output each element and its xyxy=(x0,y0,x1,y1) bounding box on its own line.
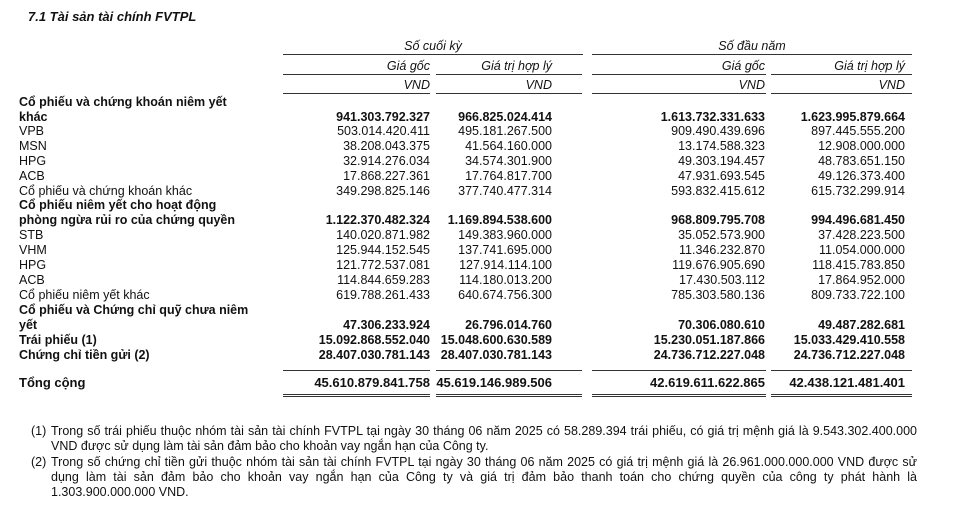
cell-cost-end: 121.772.537.081 xyxy=(336,258,430,272)
row-label: yết xyxy=(19,318,38,332)
total-rule-top xyxy=(592,370,766,371)
unit-label: VND xyxy=(525,78,552,92)
footnote-text: Trong số trái phiếu thuộc nhóm tài sản tài chính FVTPL tại ngày 30 tháng 06 năm 2025 có 58.289.394 trái phiếu, có giá trị mệnh giá là 9.543.302.400.000 VND được sử dụng làm tài sản đảm bảo cho khoản vay ngắn hạn của Công ty. xyxy=(51,424,917,453)
total-rule-top xyxy=(283,370,430,371)
cell-fair-end: 114.180.013.200 xyxy=(459,273,552,287)
cell-cost-start: 909.490.439.696 xyxy=(671,124,765,138)
cell-cost-start: 13.174.588.323 xyxy=(678,139,765,153)
col-underline-3 xyxy=(592,74,766,75)
col-underline-8 xyxy=(771,93,912,94)
row-label: Cổ phiếu niêm yết khác xyxy=(19,288,150,302)
cell-fair-start: 615.732.299.914 xyxy=(811,184,905,198)
cell-cost-end: 17.868.227.361 xyxy=(343,169,430,183)
cell-cost-end: 32.914.276.034 xyxy=(343,154,430,168)
total-rule-bottom xyxy=(283,396,430,397)
cell-fair-end: 34.574.301.900 xyxy=(465,154,552,168)
row-label: VHM xyxy=(19,243,47,257)
total-rule-bottom xyxy=(592,396,766,397)
col-underline-5 xyxy=(283,93,430,94)
total-rule-bottom xyxy=(436,394,582,395)
cell-cost-start: 1.613.732.331.633 xyxy=(660,110,765,124)
cell-fair-start: 49.487.282.681 xyxy=(818,318,905,332)
table-row xyxy=(0,184,958,198)
cell-cost-end: 15.092.868.552.040 xyxy=(318,333,430,347)
unit-label: VND xyxy=(878,78,905,92)
row-label: Trái phiếu (1) xyxy=(19,333,97,347)
total-rule-bottom xyxy=(771,394,912,395)
col-underline-2 xyxy=(436,74,582,75)
row-label: MSN xyxy=(19,139,47,153)
cell-fair-start: 118.415.783.850 xyxy=(812,258,905,272)
cell-fair-start: 12.908.000.000 xyxy=(818,139,905,153)
row-label: khác xyxy=(19,110,48,124)
table-row xyxy=(0,273,958,287)
cell-fair-end: 15.048.600.630.589 xyxy=(440,333,552,347)
col-underline-7 xyxy=(592,93,766,94)
table-row xyxy=(0,228,958,242)
row-label: phòng ngừa rủi ro của chứng quyền xyxy=(19,213,236,227)
cell-cost-start: 593.832.415.612 xyxy=(671,184,765,198)
cell-fair-start: 809.733.722.100 xyxy=(811,288,905,302)
table-row xyxy=(0,318,958,332)
col-header-fair-end: Giá trị hợp lý xyxy=(481,59,552,73)
cell-fair-end: 28.407.030.781.143 xyxy=(440,348,552,362)
col-header-cost-end: Giá gốc xyxy=(386,59,430,73)
cell-cost-start: 24.736.712.227.048 xyxy=(653,348,765,362)
cell-cost-end: 349.298.825.146 xyxy=(336,184,430,198)
cell-cost-end: 28.407.030.781.143 xyxy=(318,348,430,362)
table-row xyxy=(0,258,958,272)
col-underline-6 xyxy=(436,93,582,94)
cell-cost-end: 1.122.370.482.324 xyxy=(325,213,430,227)
footnote-1 xyxy=(31,424,917,454)
row-label: ACB xyxy=(19,169,45,183)
cell-cost-start: 17.430.503.112 xyxy=(679,273,765,287)
cell-fair-end: 137.741.695.000 xyxy=(458,243,552,257)
table-row xyxy=(0,124,958,138)
cell-cost-start: 35.052.573.900 xyxy=(678,228,765,242)
table-row xyxy=(0,303,958,317)
cell-fair-start: 15.033.429.410.558 xyxy=(793,333,905,347)
row-label: Cổ phiếu niêm yết cho hoạt động xyxy=(19,198,217,212)
cell-cost-start: 119.676.905.690 xyxy=(672,258,765,272)
table-row xyxy=(0,243,958,257)
table-row xyxy=(0,154,958,168)
group-header-start-of-year: Số đầu năm xyxy=(718,39,786,53)
cell-fair-start: 994.496.681.450 xyxy=(811,213,905,227)
table-row xyxy=(0,333,958,347)
unit-label: VND xyxy=(738,78,765,92)
cell-fair-end: 640.674.756.300 xyxy=(458,288,552,302)
unit-label: VND xyxy=(403,78,430,92)
total-rule-bottom xyxy=(592,394,766,395)
row-label: STB xyxy=(19,228,44,242)
table-row xyxy=(0,95,958,109)
table-row xyxy=(0,169,958,183)
row-label: ACB xyxy=(19,273,45,287)
footnote-2 xyxy=(31,455,917,501)
cell-cost-end: 619.788.261.433 xyxy=(336,288,430,302)
total-rule-bottom xyxy=(771,396,912,397)
total-rule-top xyxy=(436,370,582,371)
cell-cost-start: 11.346.232.870 xyxy=(679,243,765,257)
cell-fair-start: 48.783.651.150 xyxy=(818,154,905,168)
col-underline-4 xyxy=(771,74,912,75)
cell-fair-start: 17.864.952.000 xyxy=(818,273,905,287)
cell-fair-end: 45.619.146.989.506 xyxy=(436,375,552,390)
group-underline-start xyxy=(592,54,912,55)
cell-cost-start: 15.230.051.187.866 xyxy=(653,333,765,347)
cell-cost-start: 49.303.194.457 xyxy=(678,154,765,168)
cell-fair-start: 42.438.121.481.401 xyxy=(789,375,905,390)
cell-cost-end: 114.844.659.283 xyxy=(337,273,430,287)
cell-cost-end: 38.208.043.375 xyxy=(343,139,430,153)
cell-cost-end: 140.020.871.982 xyxy=(336,228,430,242)
row-label: Tổng cộng xyxy=(19,375,86,390)
cell-fair-start: 11.054.000.000 xyxy=(819,243,905,257)
table-row xyxy=(0,198,958,212)
footnote-text: Trong số chứng chỉ tiền gửi thuộc nhóm tài sản tài chính FVTPL tại ngày 30 tháng 06 năm 2025 có giá trị mệnh giá là 26.961.000.000.000 VND được sử dụng làm tài sản đảm bảo cho khoản vay ngắn hạn của Công ty và giá trị đảm bảo thanh toán cho chứng quyền của công ty phát hành là 1.303.900.000.000 VND. xyxy=(51,455,917,499)
cell-fair-end: 495.181.267.500 xyxy=(458,124,552,138)
cell-fair-start: 1.623.995.879.664 xyxy=(800,110,905,124)
row-label: Cổ phiếu và chứng khoán niêm yết xyxy=(19,95,227,109)
table-row xyxy=(0,288,958,302)
footnote-number: (1) xyxy=(31,424,47,438)
cell-fair-end: 26.796.014.760 xyxy=(465,318,552,332)
cell-fair-start: 49.126.373.400 xyxy=(818,169,905,183)
cell-cost-end: 941.303.792.327 xyxy=(336,110,430,124)
section-title: 7.1 Tài sản tài chính FVTPL xyxy=(28,9,197,24)
cell-cost-end: 47.306.233.924 xyxy=(343,318,430,332)
row-label: Cổ phiếu và Chứng chỉ quỹ chưa niêm xyxy=(19,303,249,317)
table-row xyxy=(0,110,958,124)
group-header-end-of-period: Số cuối kỳ xyxy=(404,39,462,53)
cell-fair-end: 966.825.024.414 xyxy=(458,110,552,124)
row-label: Cổ phiếu và chứng khoán khác xyxy=(19,184,193,198)
row-label: VPB xyxy=(19,124,45,138)
col-header-fair-start: Giá trị hợp lý xyxy=(834,59,905,73)
row-label: HPG xyxy=(19,154,47,168)
cell-fair-end: 127.914.114.100 xyxy=(459,258,552,272)
cell-fair-start: 24.736.712.227.048 xyxy=(793,348,905,362)
total-rule-bottom xyxy=(283,394,430,395)
row-label: Chứng chỉ tiền gửi (2) xyxy=(19,348,150,362)
cell-fair-start: 897.445.555.200 xyxy=(811,124,905,138)
cell-cost-start: 70.306.080.610 xyxy=(678,318,765,332)
cell-fair-end: 149.383.960.000 xyxy=(458,228,552,242)
cell-cost-end: 45.610.879.841.758 xyxy=(314,375,430,390)
cell-fair-end: 41.564.160.000 xyxy=(465,139,552,153)
col-underline-1 xyxy=(283,74,430,75)
cell-cost-start: 42.619.611.622.865 xyxy=(650,375,765,390)
footnote-number: (2) xyxy=(31,455,47,469)
table-row-total xyxy=(0,376,958,390)
cell-fair-end: 17.764.817.700 xyxy=(465,169,552,183)
row-label: HPG xyxy=(19,258,47,272)
total-rule-top xyxy=(771,370,912,371)
cell-cost-start: 785.303.580.136 xyxy=(671,288,765,302)
cell-cost-start: 968.809.795.708 xyxy=(671,213,765,227)
table-row xyxy=(0,213,958,227)
table-row xyxy=(0,139,958,153)
cell-cost-start: 47.931.693.545 xyxy=(678,169,765,183)
total-rule-bottom xyxy=(436,396,582,397)
cell-fair-start: 37.428.223.500 xyxy=(818,228,905,242)
cell-cost-end: 503.014.420.411 xyxy=(337,124,430,138)
group-underline-end xyxy=(283,54,583,55)
col-header-cost-start: Giá gốc xyxy=(721,59,765,73)
cell-fair-end: 377.740.477.314 xyxy=(458,184,552,198)
cell-fair-end: 1.169.894.538.600 xyxy=(447,213,552,227)
table-row xyxy=(0,348,958,362)
cell-cost-end: 125.944.152.545 xyxy=(336,243,430,257)
